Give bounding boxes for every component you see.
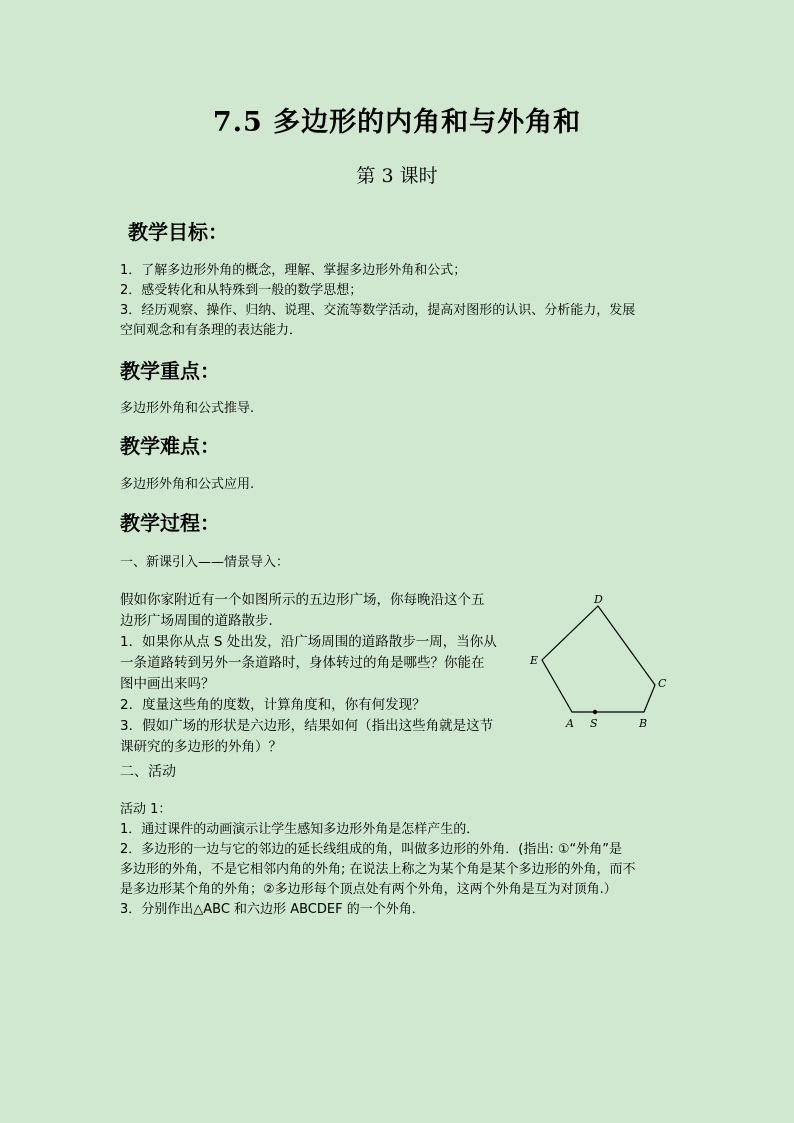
objective-item: 1．了解多边形外角的概念，理解、掌握多边形外角和公式； [120,263,467,278]
intro-line: 课研究的多边形的外角）？ [120,739,282,755]
intro-line: 假如你家附近有一个如图所示的五边形广场，你每晚沿这个五 [120,592,485,608]
point-s-marker [593,710,597,714]
process-heading: 教学过程： [120,511,220,535]
activity-line: 2．多边形的一边与它的邻边的延长线组成的角，叫做多边形的外角．(指出: ①“外角”是 [120,842,622,857]
difficulties-text: 多边形外角和公式应用. [120,477,255,492]
intro-line: 边形广场周围的道路散步． [120,613,282,629]
difficulties-heading: 教学难点： [120,434,220,458]
activity-line: 多边形的外角，不是它相邻内角的外角; 在说法上称之为某个角是某个多边形的外角，而不 [120,862,636,877]
objective-item: 2．感受转化和从特殊到一般的数学思想； [120,283,363,298]
activity-1 [120,800,636,920]
pentagon-shape [542,606,655,712]
vertex-label-s: S [590,717,598,730]
objectives-heading: 教学目标： [128,220,228,244]
vertex-label-a: A [566,717,574,730]
intro-line: 图中画出来吗？ [120,676,215,692]
objective-item: 空间观念和有条理的表达能力． [120,323,303,338]
intro-line: 3．假如广场的形状是六边形，结果如何（指出这些角就是这节 [120,718,494,734]
activity-line: 是多边形某个角的外角；②多边形每个顶点处有两个外角，这两个外角是互为对顶角.） [120,882,617,897]
intro-line: 一条道路转到另外一条道路时，身体转过的角是哪些？你能在 [120,655,485,671]
objective-item: 3．经历观察、操作、归纳、说理、交流等数学活动，提高对图形的认识、分析能力，发展 [120,303,636,318]
lesson-subtitle: 第 3 课时 [356,165,438,187]
intro-line: 2．度量这些角的度数，计算角度和，你有何发现？ [120,697,426,713]
key-points-heading: 教学重点： [120,359,220,383]
activity-line: 1．通过课件的动画演示让学生感知多边形外角是怎样产生的． [120,822,480,837]
objectives-list [120,261,635,341]
intro-line: 1．如果你从点 S 处出发，沿广场周围的道路散步一周，当你从 [120,634,497,650]
activity-line: 3．分别作出△ABC 和六边形 ABCDEF 的一个外角． [120,902,425,917]
section-activity-heading: 二、活动 [120,764,176,780]
vertex-label-b: B [639,717,648,730]
vertex-label-e: E [530,654,539,667]
page-title: 7.5 多边形的内角和与外角和 [212,107,582,138]
intro-paragraph [120,590,515,758]
activity-title: 活动 1： [120,802,172,817]
pentagon-figure [525,590,675,735]
vertex-label-d: D [594,593,603,606]
section-intro-heading: 一、新课引入——情景导入： [120,555,290,570]
vertex-label-c: C [658,677,667,690]
key-points-text: 多边形外角和公式推导. [120,401,255,416]
